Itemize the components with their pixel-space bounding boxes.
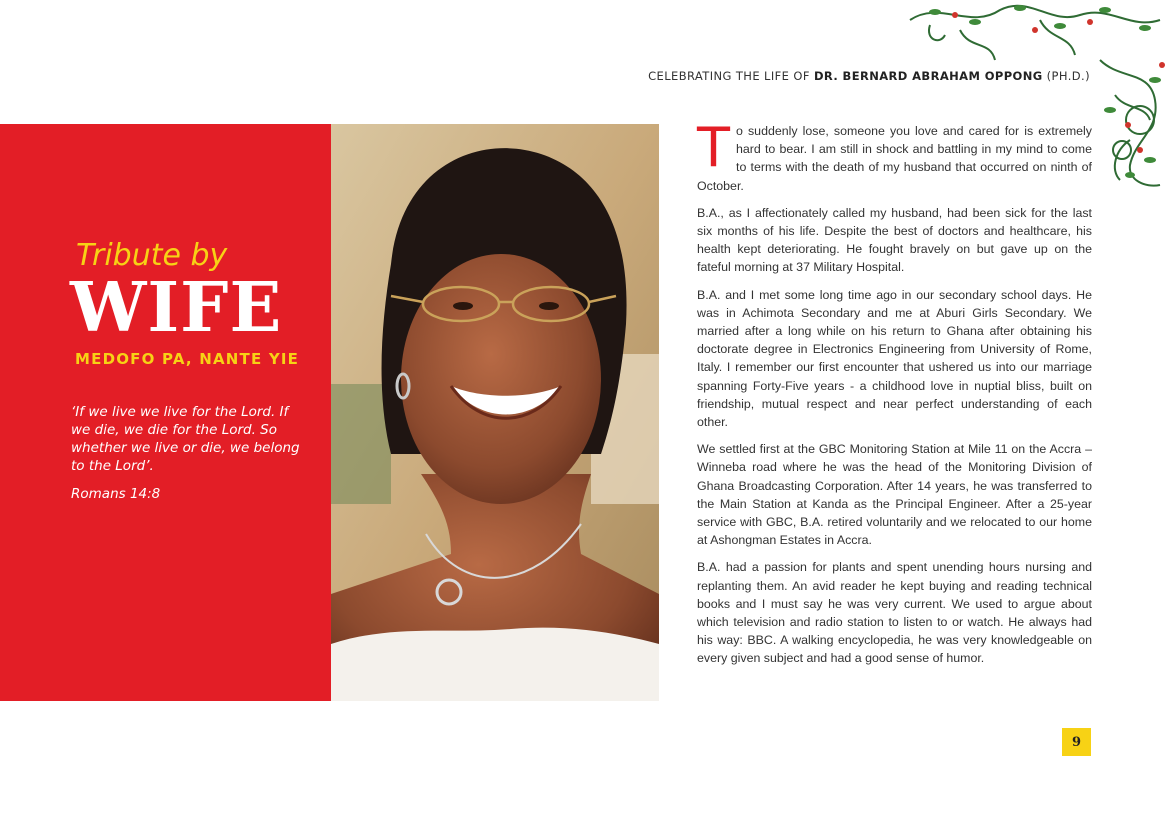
paragraph-5: B.A. had a passion for plants and spent unending hours nursing and replanting them. An avid reader he kept buying and reading technical books and I must say he was very current. We used to argue about which television and radio station to listen to or watch. He always had his way: BBC. A walking encyclopedia, he was very knowledgeable on every given subject and had a good sense of humor. [697,560,1092,666]
paragraph-1: To suddenly lose, someone you love and cared for is extremely hard to bear. I am still in shock and battling in my mind to come to terms with the death of my husband that occurred on ninth of October. [697,116,1092,193]
subtitle: MEDOFO PA, NANTE YIE [75,350,300,368]
paragraph-4: We settled first at the GBC Monitoring Station at Mile 11 on the Accra – Winneba road where he was the head of the Monitoring Division of Ghana Broadcasting Corporation. After 14 years, he was transferred to the Main Station at Kanda as the Principal Engineer. After a 25-year service with GBC, B.A. retired voluntarily and we relocated to our home at Ashongman Estates in Accra. [697,442,1092,548]
running-header [648,69,1090,83]
tribute-by-heading: Tribute by [76,238,228,273]
tribute-body-text [697,116,1092,677]
paragraph-2: B.A., as I affectionately called my husband, had been sick for the last six months of his life. Despite the best of doctors and healthcare, his health kept deteriorating. He fought bravely on but gave up on the fateful morning at 37 Military Hospital. [697,205,1092,275]
verse-reference: Romans 14:8 [71,486,161,502]
portrait-photo [331,124,659,701]
bible-verse: ‘If we live we live for the Lord. If we die, we die for the Lord. So whether we live or die, we belong to the Lord’. [71,404,300,474]
header-name: DR. BERNARD ABRAHAM OPPONG [813,69,1043,83]
drop-cap: T [697,116,730,179]
header-prefix: CELEBRATING THE LIFE OF [648,69,810,83]
header-suffix: (PH.D.) [1046,69,1090,83]
paragraph-3: B.A. and I met some long time ago in our secondary school days. He was in Achimota Secondary and me at Aburi Girls Secondary. We married after a long while on his return to Ghana after obtaining his doctorate degree in Electronics Engineering from University of Rome, Italy. I remember our first encounter that ushered us into our marriage spanning Forty-Five years - a childhood love in nuptial bliss, built on friendship, mutual respect and near perfect understanding of each other. [697,287,1092,430]
page-number: 9 [1062,728,1091,756]
wife-heading: WIFE [70,268,283,348]
